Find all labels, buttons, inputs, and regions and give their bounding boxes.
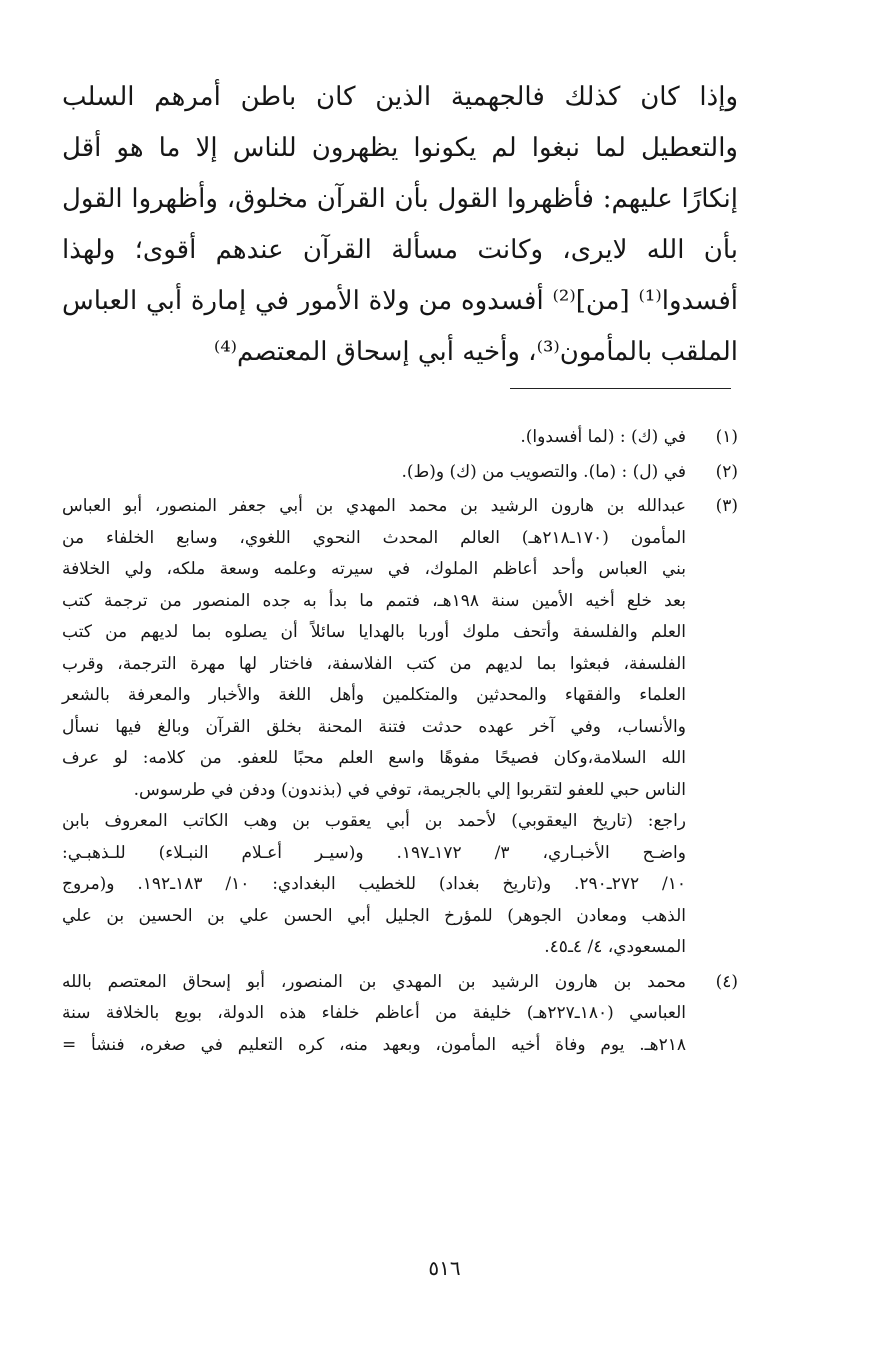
footnote-line: واضـح الأخبـاري، ٣/ ١٧٢ـ١٩٧. و(سيـر أعـلام النبـلاء) للـذهبـي: bbox=[62, 842, 686, 863]
footnote-line: الذهب ومعادن الجوهر) للمؤرخ الجليل أبي الحسن علي بن الحسين بن علي bbox=[62, 905, 686, 926]
footnote-line: عبدالله بن هارون الرشيد بن محمد المهدي بن أبي جعفر المنصور، أبو العباس bbox=[62, 496, 686, 516]
footnote-line: ٢١٨هـ. يوم وفاة أخيه المأمون، وبعهد منه، كره التعليم في صغره، فنشأ = bbox=[62, 1034, 686, 1055]
footnote-number: (١) bbox=[715, 427, 738, 447]
main-text-line: الملقب بالمأمون⁽³⁾، وأخيه أبي إسحاق المعتصم⁽⁴⁾ bbox=[213, 337, 738, 367]
main-text-block bbox=[62, 72, 738, 378]
footnote bbox=[62, 491, 738, 964]
footnote-line: العلماء والفقهاء والمحدثين والمتكلمين وأهل اللغة والأخبار والمعرفة بالشعر bbox=[62, 685, 686, 705]
footnote-line: العباسي (١٨٠ـ٢٢٧هـ) خليفة من أعاظم خلفاء هذه الدولة، بويع بالخلافة سنة bbox=[62, 1003, 686, 1023]
footnote-line: ١٠/ ٢٧٢ـ٢٩٠. و(تاريخ بغداد) للخطيب البغدادي: ١٠/ ١٨٣ـ١٩٢. و(مروج bbox=[62, 874, 687, 894]
footnote-line: بني العباس وأحد أعاظم الملوك، في سيرته وعلمه وسعة ملكه، ولي الخلافة bbox=[62, 559, 686, 579]
footnote-line: والأنساب، وفي آخر عهده حدثت فتنة المحنة بخلق القرآن وبالغ فيها نسأل bbox=[62, 716, 686, 737]
footnote-line: بعد خلع أخيه الأمين سنة ١٩٨هـ، فتمم ما بدأ به جده المنصور من ترجمة كتب bbox=[62, 590, 686, 611]
footnote-line: في (ك) : (لما أفسدوا). bbox=[520, 427, 686, 447]
footnote-line: محمد بن هارون الرشيد بن المهدي بن المنصور، أبو إسحاق المعتصم بالله bbox=[62, 971, 686, 992]
footnote-line: المأمون (١٧٠ـ٢١٨هـ) العالم المحدث النحوي اللغوي، وسابع الخلفاء من bbox=[62, 527, 686, 548]
footnote-number: (٣) bbox=[715, 496, 738, 516]
main-text-line: بأن الله لايرى، وكانت مسألة القرآن عندهم أقوى؛ ولهذا bbox=[62, 235, 738, 265]
footnote-line: راجع: (تاريخ اليعقوبي) لأحمد بن أبي يعقوب بن وهب الكاتب المعروف بابن bbox=[62, 811, 686, 831]
footnote bbox=[62, 457, 738, 489]
footnote bbox=[62, 967, 738, 1062]
footnote-number: (٢) bbox=[715, 461, 738, 482]
footnote-number: (٤) bbox=[715, 971, 738, 992]
main-text-line: وإذا كان كذلك فالجهمية الذين كان باطن أمرهم السلب bbox=[62, 82, 738, 112]
footnote-line: العلم والفلسفة وأتحف ملوك أوربا بالهدايا سائلاً أن يصلوه بما لديهم من كتب bbox=[62, 622, 686, 642]
footnote-line: الفلسفة، فبعثوا بما لديهم من كتب الفلاسفة، فاختار لها مهرة الترجمة، وقرب bbox=[62, 653, 686, 674]
footnote-separator bbox=[510, 388, 731, 389]
main-text-line: والتعطيل لما نبغوا لم يكونوا يظهرون للناس إلا ما هو أقل bbox=[62, 133, 738, 163]
footnotes-section bbox=[62, 422, 738, 1064]
page-number: ٥١٦ bbox=[428, 1256, 461, 1280]
footnote-line: المسعودي، ٤/ ٤ـ٤٥. bbox=[544, 937, 686, 957]
main-text-line: إنكارًا عليهم: فأظهروا القول بأن القرآن مخلوق، وأظهروا القول bbox=[62, 184, 738, 214]
footnote-line: الناس حبي للعفو لتقربوا إلي بالجريمة، توفي في (بذندون) ودفن في طرسوس. bbox=[133, 779, 686, 800]
footnote-line: الله السلامة،وكان فصيحًا مفوهًا واسع العلم محبًا للعفو. من كلامه: لو عرف bbox=[62, 748, 686, 768]
main-text-line: أفسدوا⁽¹⁾ [من]⁽²⁾ أفسدوه من ولاة الأمور في إمارة أبي العباس bbox=[62, 286, 739, 316]
footnote bbox=[62, 422, 738, 454]
footnote-line: في (ل) : (ما). والتصويب من (ك) و(ط). bbox=[401, 461, 686, 482]
